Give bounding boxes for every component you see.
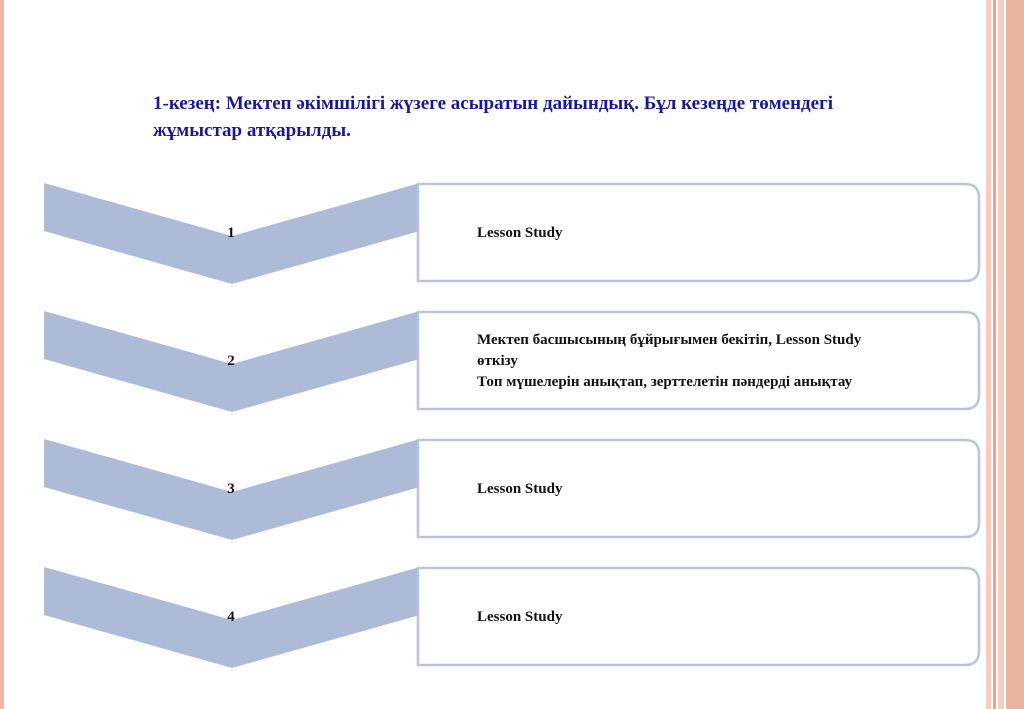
step-text — [477, 607, 967, 628]
step-text-line: Lesson Study — [477, 480, 563, 497]
step-text-line: Lesson Study — [477, 608, 563, 625]
step-number: 2 — [227, 353, 235, 369]
step-text — [477, 330, 967, 393]
step-text-line: Lesson Study — [477, 224, 563, 241]
step-number: 1 — [227, 225, 235, 241]
step-text-line: Топ мүшелерін анықтап, зерттелетін пәндерді анықтау — [477, 373, 853, 390]
step-number: 3 — [227, 481, 235, 497]
step-text — [477, 479, 967, 500]
step-text — [477, 223, 967, 244]
step-number: 4 — [227, 609, 235, 625]
step-text-line: Мектеп басшысының бұйрығымен бекітіп, Lesson Study — [477, 331, 862, 348]
step-text-line: өткізу — [477, 352, 518, 369]
slide-heading: 1-кезең: Мектеп әкімшілігі жүзеге асыратын дайындық. Бұл кезеңде төмендегі жұмыстар атқарылды. — [153, 93, 834, 141]
